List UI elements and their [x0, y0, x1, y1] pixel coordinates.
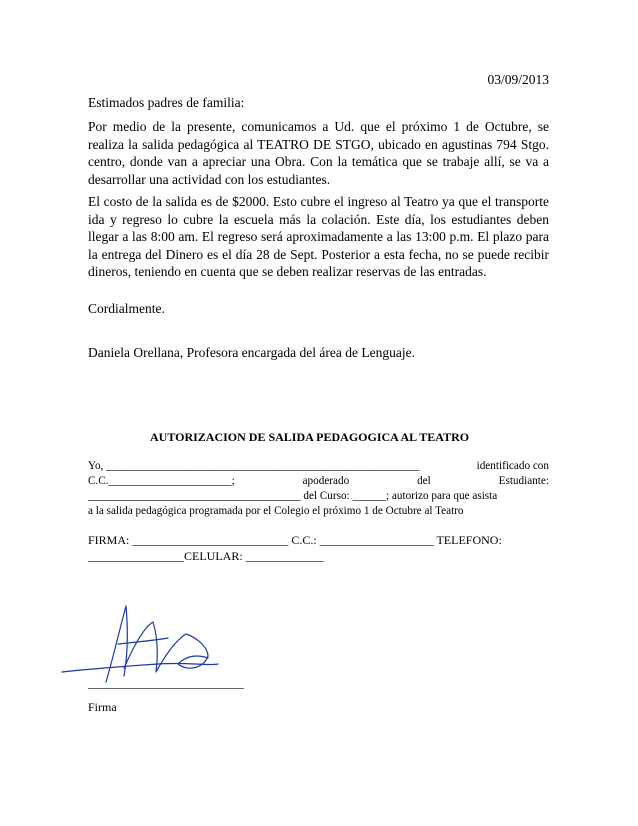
celular-line[interactable]: ________________CELULAR: _____________	[88, 548, 324, 563]
paragraph-2-text: El costo de la salida es de $2000. Esto cubre el ingreso al Teatro ya que el transporte ida y regreso lo cubre la escuela más la colación. Este día, los estudiantes deben llegar a las 8:00 am. El regreso será aproximadamente a las 13:00 p.m. El plazo para la entrega del Dinero es el día 28 de Sept. Posterior a esta fecha, no se puede recibir dineros, teniendo en cuenta que se deben realizar reservas de las entradas.	[88, 194, 549, 279]
authorization-line-1	[88, 459, 549, 474]
authorization-line-2	[88, 474, 549, 489]
authorization-line-4: a la salida pedagógica programada por el Colegio el próximo 1 de Octubre al Teatro	[88, 505, 464, 517]
firma-cc-telefono-line[interactable]: FIRMA: __________________________ C.C.: ___________________ TELEFONO:	[88, 533, 502, 547]
cc-blank[interactable]: C.C.______________________;	[88, 475, 235, 487]
authorization-line-3[interactable]: ______________________________________ del Curso: ______; autorizo para que asista	[88, 490, 498, 502]
identified-label: identificado con	[476, 460, 549, 472]
of-label: del	[417, 475, 431, 487]
handwritten-signature	[58, 598, 258, 688]
greeting	[88, 94, 549, 116]
closing-text: Cordialmente.	[88, 301, 165, 316]
signature-fields	[88, 533, 549, 564]
greeting-text: Estimados padres de familia:	[88, 95, 245, 110]
signer-line: Daniela Orellana, Profesora encargada del área de Lenguaje.	[88, 345, 415, 360]
letter-paragraph-1	[88, 118, 549, 192]
name-blank[interactable]: Yo, ________________________________________________________	[88, 460, 420, 472]
letter-paragraph-2	[88, 193, 549, 285]
guardian-label: apoderado	[302, 475, 350, 487]
student-label: Estudiante:	[498, 475, 549, 487]
paragraph-1-text: Por medio de la presente, comunicamos a Ud. que el próximo 1 de Octubre, se realiza la salida pedagógica al TEATRO DE STGO, ubicado en agustinas 794 Stgo. centro, donde van a apreciar una Obra. Con la temática que se trabaje allí, se va a desarrollar una actividad con los estudiantes.	[88, 119, 549, 187]
signature-label: Firma	[88, 700, 117, 714]
authorization-title: AUTORIZACION DE SALIDA PEDAGOGICA AL TEATRO	[150, 430, 470, 444]
signature-line[interactable]: _______________________________	[88, 676, 243, 690]
closing	[88, 300, 549, 322]
authorization-form	[88, 459, 549, 519]
letter-date: 03/09/2013	[487, 72, 549, 87]
